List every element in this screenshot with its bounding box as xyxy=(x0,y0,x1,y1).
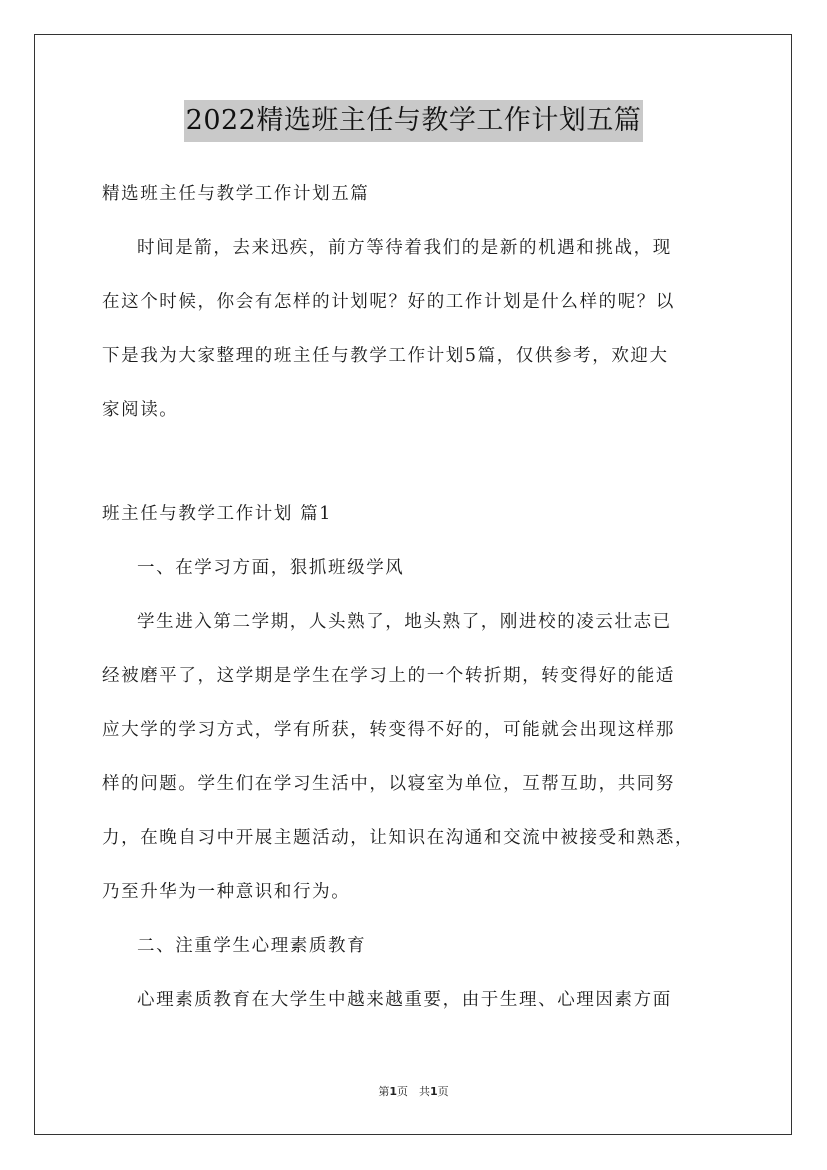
paragraph-1 xyxy=(102,604,742,928)
page-footer xyxy=(0,1083,827,1099)
paragraph-line: 经被磨平了，这学期是学生在学习上的一个转折期，转变得好的能适 xyxy=(102,666,675,686)
intro-line: 下是我为大家整理的班主任与教学工作计划5篇，仅供参考，欢迎大 xyxy=(102,346,669,366)
paragraph-line: 乃至升华为一种意识和行为。 xyxy=(102,882,351,902)
heading-1: 一、在学习方面，狠抓班级学风 xyxy=(137,558,405,578)
paragraph-line: 学生进入第二学期，人头熟了，地头熟了，刚进校的凌云壮志已 xyxy=(137,612,672,632)
intro-line: 家阅读。 xyxy=(102,400,179,420)
spacer xyxy=(102,446,742,496)
paragraph-line: 样的问题。学生们在学习生活中，以寝室为单位，互帮互助，共同努 xyxy=(102,774,675,794)
document-body xyxy=(102,176,742,1036)
document-subtitle: 精选班主任与教学工作计划五篇 xyxy=(102,184,370,204)
page-suffix: 页 xyxy=(437,1085,449,1098)
page-prefix: 第 xyxy=(378,1085,390,1098)
intro-line: 时间是箭，去来迅疾，前方等待着我们的是新的机遇和挑战，现 xyxy=(137,238,672,258)
document-title: 2022精选班主任与教学工作计划五篇 xyxy=(184,100,644,142)
paragraph-line: 应大学的学习方式，学有所获，转变得不好的，可能就会出现这样那 xyxy=(102,720,675,740)
page-total-number: 1 xyxy=(430,1085,438,1098)
heading-2: 二、注重学生心理素质教育 xyxy=(137,936,367,956)
page-middle: 页 共 xyxy=(397,1085,430,1098)
intro-paragraph xyxy=(102,230,742,446)
paragraph-2 xyxy=(102,982,742,1036)
paragraph-line: 心理素质教育在大学生中越来越重要，由于生理、心理因素方面 xyxy=(137,990,672,1010)
title-container xyxy=(0,100,827,142)
intro-line: 在这个时候，你会有怎样的计划呢？好的工作计划是什么样的呢？以 xyxy=(102,292,675,312)
paragraph-line: 力，在晚自习中开展主题活动，让知识在沟通和交流中被接受和熟悉， xyxy=(102,828,695,848)
page-current-number: 1 xyxy=(389,1085,397,1098)
section-title: 班主任与教学工作计划 篇1 xyxy=(102,504,332,524)
